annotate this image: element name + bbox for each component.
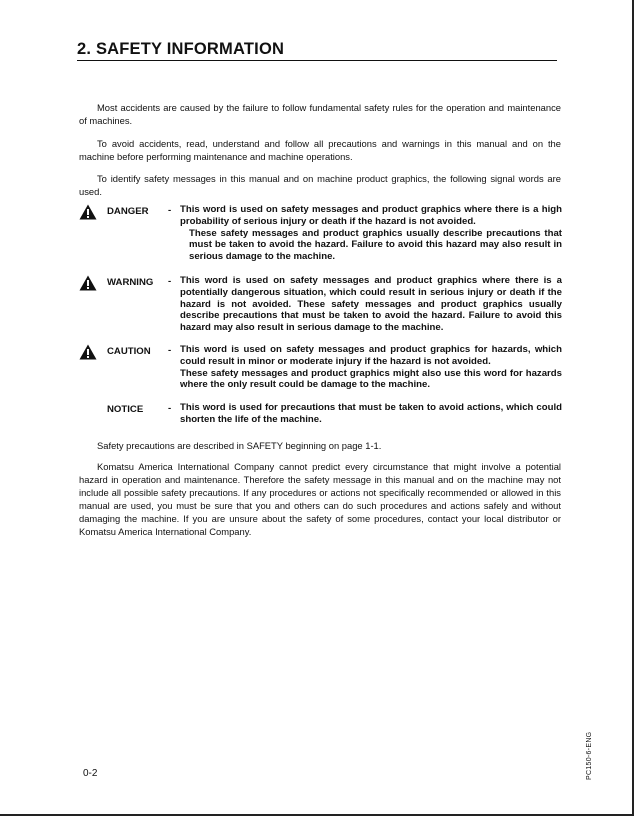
intro-text-1: Most accidents are caused by the failure to follow fundamental safety rules for the operation and maintenance of machines. <box>79 102 561 126</box>
signal-word-danger: DANGER <box>107 206 149 217</box>
signal-text: This word is used for precautions that must be taken to avoid actions, which could shorten the life of the machine. <box>180 402 562 425</box>
intro-paragraph-3 <box>79 172 561 198</box>
signal-text: This word is used on safety messages and product graphics where there is a high probability of serious injury or death if the hazard is not avoided. <box>180 204 562 227</box>
intro-paragraph-2 <box>79 137 561 163</box>
intro-text-2: To avoid accidents, read, understand and follow all precautions and warnings in this manual and on the machine before performing maintenance and machine operations. <box>79 138 561 162</box>
outro-text-2: Komatsu America International Company cannot predict every circumstance that might involve a potential hazard in operation and maintenance. Therefore the safety message in this manual and on the machine may not include all possible safety precautions. If any procedures or actions not specifically recommended or allowed in this manual are used, you must be sure that you and others can do such procedures and actions safely and without damaging the machine. If you are unsure about the safety of some procedures, contact your local distributor or Komatsu America International Company. <box>79 461 561 537</box>
signal-dash: - <box>168 205 172 216</box>
signal-dash: - <box>168 345 172 356</box>
signal-description-danger <box>180 204 562 263</box>
signal-dash: - <box>168 403 172 414</box>
signal-word-warning: WARNING <box>107 277 154 288</box>
warning-triangle-icon <box>79 275 97 291</box>
signal-description-warning <box>180 275 562 334</box>
signal-dash: - <box>168 276 172 287</box>
page-number: 0-2 <box>83 768 98 779</box>
warning-triangle-icon <box>79 204 97 220</box>
intro-text-3: To identify safety messages in this manual and on machine product graphics, the following signal words are used. <box>79 173 561 197</box>
signal-description-caution <box>180 344 562 391</box>
signal-word-notice: NOTICE <box>107 404 144 415</box>
document-code: PC150-6-ENG <box>586 731 593 780</box>
signal-description-notice <box>180 402 562 426</box>
signal-notice <box>79 402 563 430</box>
outro-paragraph-1 <box>79 439 561 452</box>
signal-text: This word is used on safety messages and product graphics where there is a potentially dangerous situation, which could result in serious injury or death if the hazard is not avoided. These safety messages and product graphics usually describe precautions that must be taken to avoid the hazard. Failure to avoid this hazard may also result in serious damage to the machine. <box>180 275 562 334</box>
signal-text: This word is used on safety messages and product graphics for hazards, which could result in minor or moderate injury if the hazard is not avoided. <box>180 344 562 367</box>
page-title: 2. SAFETY INFORMATION <box>77 40 557 61</box>
warning-triangle-icon <box>79 344 97 360</box>
signal-warning <box>79 275 563 337</box>
signal-danger <box>79 204 563 268</box>
signal-word-caution: CAUTION <box>107 346 151 357</box>
intro-paragraph-1 <box>79 101 561 127</box>
signal-caution <box>79 344 563 394</box>
outro-text-1: Safety precautions are described in SAFETY beginning on page 1-1. <box>97 440 382 451</box>
outro-paragraph-2 <box>79 460 561 538</box>
signal-subtext: These safety messages and product graphics usually describe precautions that must be taken to avoid the hazard. Failure to avoid this hazard may also result in serious damage to the machine. <box>189 227 562 263</box>
signal-subtext: These safety messages and product graphics might also use this word for hazards where the only result could be damage to the machine. <box>180 367 562 391</box>
